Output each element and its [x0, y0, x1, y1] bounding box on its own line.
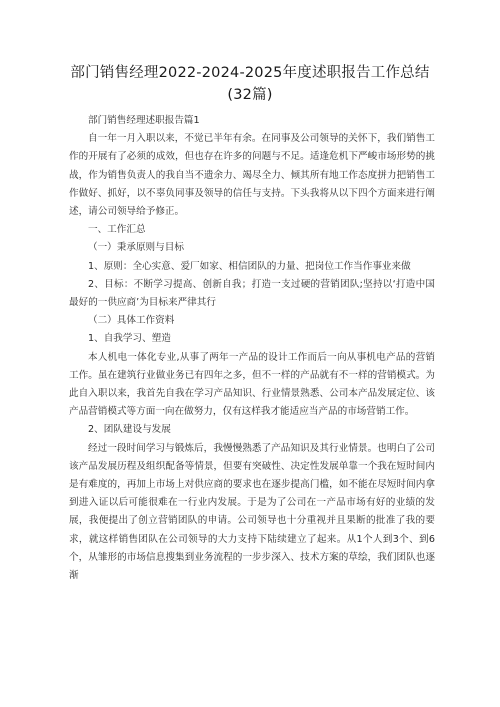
paragraph: 1、原则：全心实意、爱厂如家、相信团队的力量、把岗位工作当作事业来做 — [88, 260, 411, 272]
section-heading: 一、工作汇总 — [88, 224, 146, 236]
document-body — [69, 112, 435, 585]
title-line-2: (32篇) — [227, 87, 273, 103]
document-title — [0, 62, 500, 106]
paragraph: 本人机电一体化专业,从事了两年一产品的设计工作而后一向从事机电产品的营销工作。虽在建筑行业做业务已有四年之多，但不一样的产品就有不一样的营销模式。为此自入职以来，我首先自我在学习产品知识、行业情景熟悉、公司本产品发展定位、该产品营销模式等方面一向在做努力，仅有这样我才能适应当产品的市场营销工作。 — [69, 351, 435, 418]
subsection-heading: （二）具体工作资料 — [88, 315, 175, 327]
subsection-heading: （一）秉承原则与目标 — [88, 242, 184, 254]
paragraph: 经过一段时间学习与锻炼后，我慢慢熟悉了产品知识及其行业情景。也明白了公司该产品发展历程及组织配备等情景，但要有突破性、决定性发展单靠一个我在短时间内是有难度的，再加上市场上对供应商的要求也在逐步提高门槛，如不能在尽短时间内拿到进入证以后可能很难在一行业内发展。于是为了公司在一产品市场有好的业绩的发展，我便提出了创立营销团队的申请。公司领导也十分重视并且果断的批准了我的要求，就这样销售团队在公司领导的大力支持下陆续建立了起来。从1个人到3个、到6个，从雏形的市场信息搜集到业务流程的一步步深入、技术方案的草绘，我们团队也逐渐 — [69, 442, 435, 582]
paragraph: 自一年一月入职以来，不觉已半年有余。在同事及公司领导的关怀下，我们销售工作的开展有了必须的成效，但也存在许多的问题与不足。适逢危机下严峻市场形势的挑战，作为销售负责人的我自当不遗余力、竭尽全力、倾其所有地工作态度拼力把销售工作做好、抓好，以不辜负同事及领导的信任与支持。下头我将从以下四个方面来进行阐述，请公司领导给予修正。 — [69, 133, 435, 218]
paragraph: 2、目标：不断学习提高、创新自我；打造一支过硬的营销团队;坚持以‘打造中国最好的一供应商’为目标来严律其行 — [69, 278, 435, 309]
item-heading: 2、团队建设与发展 — [88, 424, 171, 436]
section-heading: 部门销售经理述职报告篇1 — [88, 115, 200, 126]
item-heading: 1、自我学习、塑造 — [88, 333, 171, 345]
title-line-1: 部门销售经理2022-2024-2025年度述职报告工作总结 — [70, 65, 430, 81]
